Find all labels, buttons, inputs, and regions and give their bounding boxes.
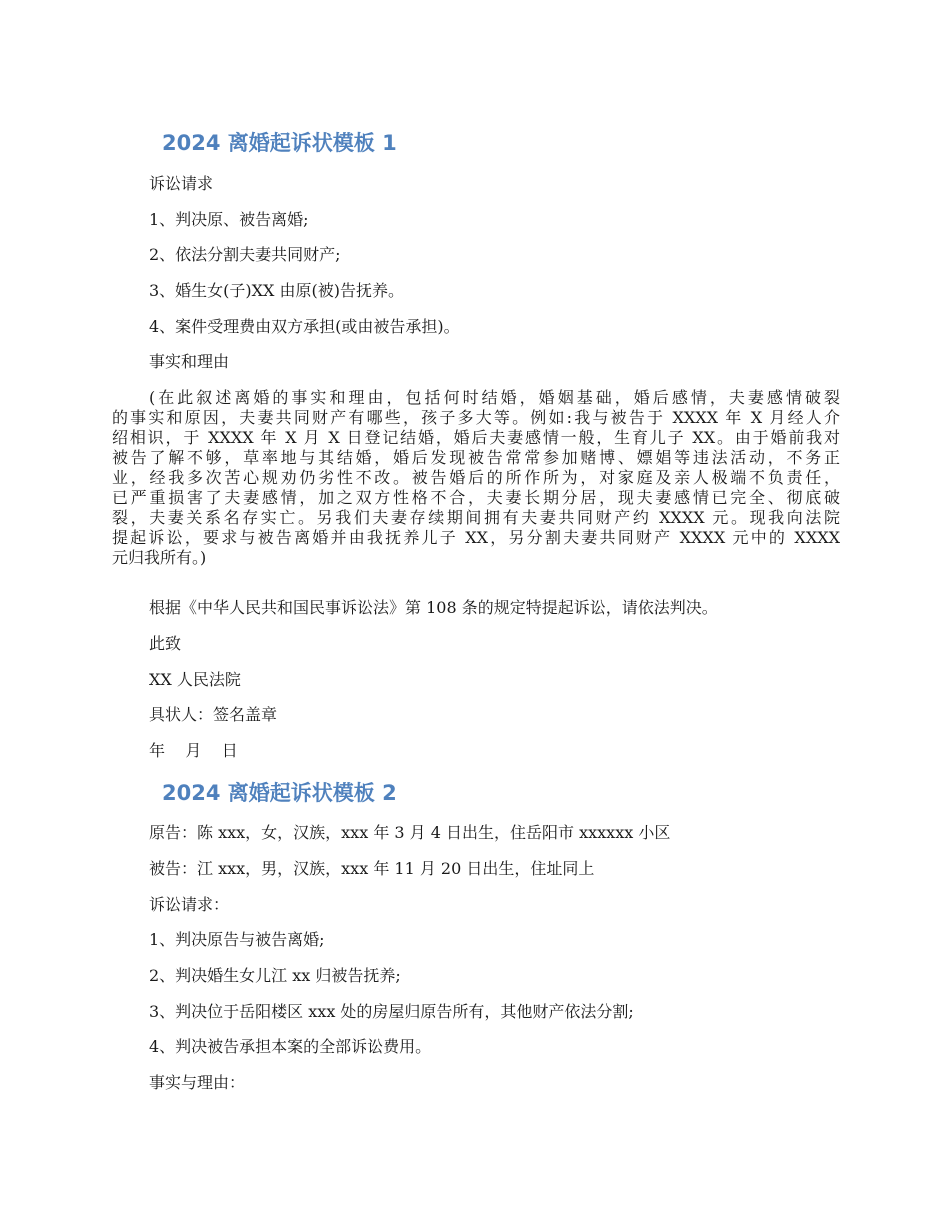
court-name: XX 人民法院 [149,670,241,689]
section2-facts-title: 事实与理由： [149,1073,246,1092]
section1-heading: 2024 离婚起诉状模板 1 [162,131,397,155]
facts-line: 提起诉讼，要求与被告离婚并由我抚养儿子 XX，另分割夫妻共同财产 XXXX 元中的 XXXX [112,528,840,547]
section2-claim-3: 3、判决位于岳阳楼区 xxx 处的房屋归原告所有，其他财产依法分割; [149,1002,634,1021]
section1-facts-body [112,388,840,568]
date-line: 年 月 日 [149,741,238,760]
section2-claim-2: 2、判决婚生女儿江 xx 归被告抚养; [149,966,401,985]
defendant-info: 被告：江 xxx，男，汉族，xxx 年 11 月 20 日出生，住址同上 [149,859,595,878]
section1-claims-title: 诉讼请求 [149,174,214,193]
section1-claim-2: 2、依法分割夫妻共同财产; [149,245,341,264]
section1-claim-4: 4、案件受理费由双方承担(或由被告承担)。 [149,317,460,336]
section2-heading: 2024 离婚起诉状模板 2 [162,781,397,805]
section2-claim-1: 1、判决原告与被告离婚; [149,930,325,949]
plaintiff-info: 原告：陈 xxx，女，汉族，xxx 年 3 月 4 日出生，住岳阳市 xxxxxx 小区 [149,823,671,842]
legal-basis: 根据《中华人民共和国民事诉讼法》第 108 条的规定特提起诉讼，请依法判决。 [149,598,718,617]
section1-claim-1: 1、判决原、被告离婚; [149,210,309,229]
facts-line: 被告了解不够，草率地与其结婚，婚后发现被告常常参加赌博、嫖娼等违法活动，不务正 [112,448,840,467]
signature-line: 具状人：签名盖章 [149,705,278,724]
facts-line: 裂，夫妻关系名存实亡。另我们夫妻存续期间拥有夫妻共同财产约 XXXX 元。现我向法院 [112,508,840,527]
section2-claims-title: 诉讼请求： [149,895,230,914]
facts-line: (在此叙述离婚的事实和理由，包括何时结婚，婚姻基础，婚后感情，夫妻感情破裂 [149,388,840,407]
section2-claim-4: 4、判决被告承担本案的全部诉讼费用。 [149,1037,432,1056]
facts-line: 元归我所有。) [112,548,207,567]
closing-salutation: 此致 [149,634,182,653]
facts-line: 的事实和原因，夫妻共同财产有哪些，孩子多大等。例如:我与被告于 XXXX 年 X 月经人介 [112,408,840,427]
facts-line: 绍相识，于 XXXX 年 X 月 X 日登记结婚，婚后夫妻感情一般，生育儿子 XX。由于婚前我对 [112,428,840,447]
section1-facts-title: 事实和理由 [149,352,230,371]
facts-line: 已严重损害了夫妻感情，加之双方性格不合，夫妻长期分居，现夫妻感情已完全、彻底破 [112,488,840,507]
facts-line: 业，经我多次苦心规劝仍劣性不改。被告婚后的所作所为，对家庭及亲人极端不负责任， [112,468,840,487]
section1-claim-3: 3、婚生女(子)XX 由原(被)告抚养。 [149,281,405,300]
